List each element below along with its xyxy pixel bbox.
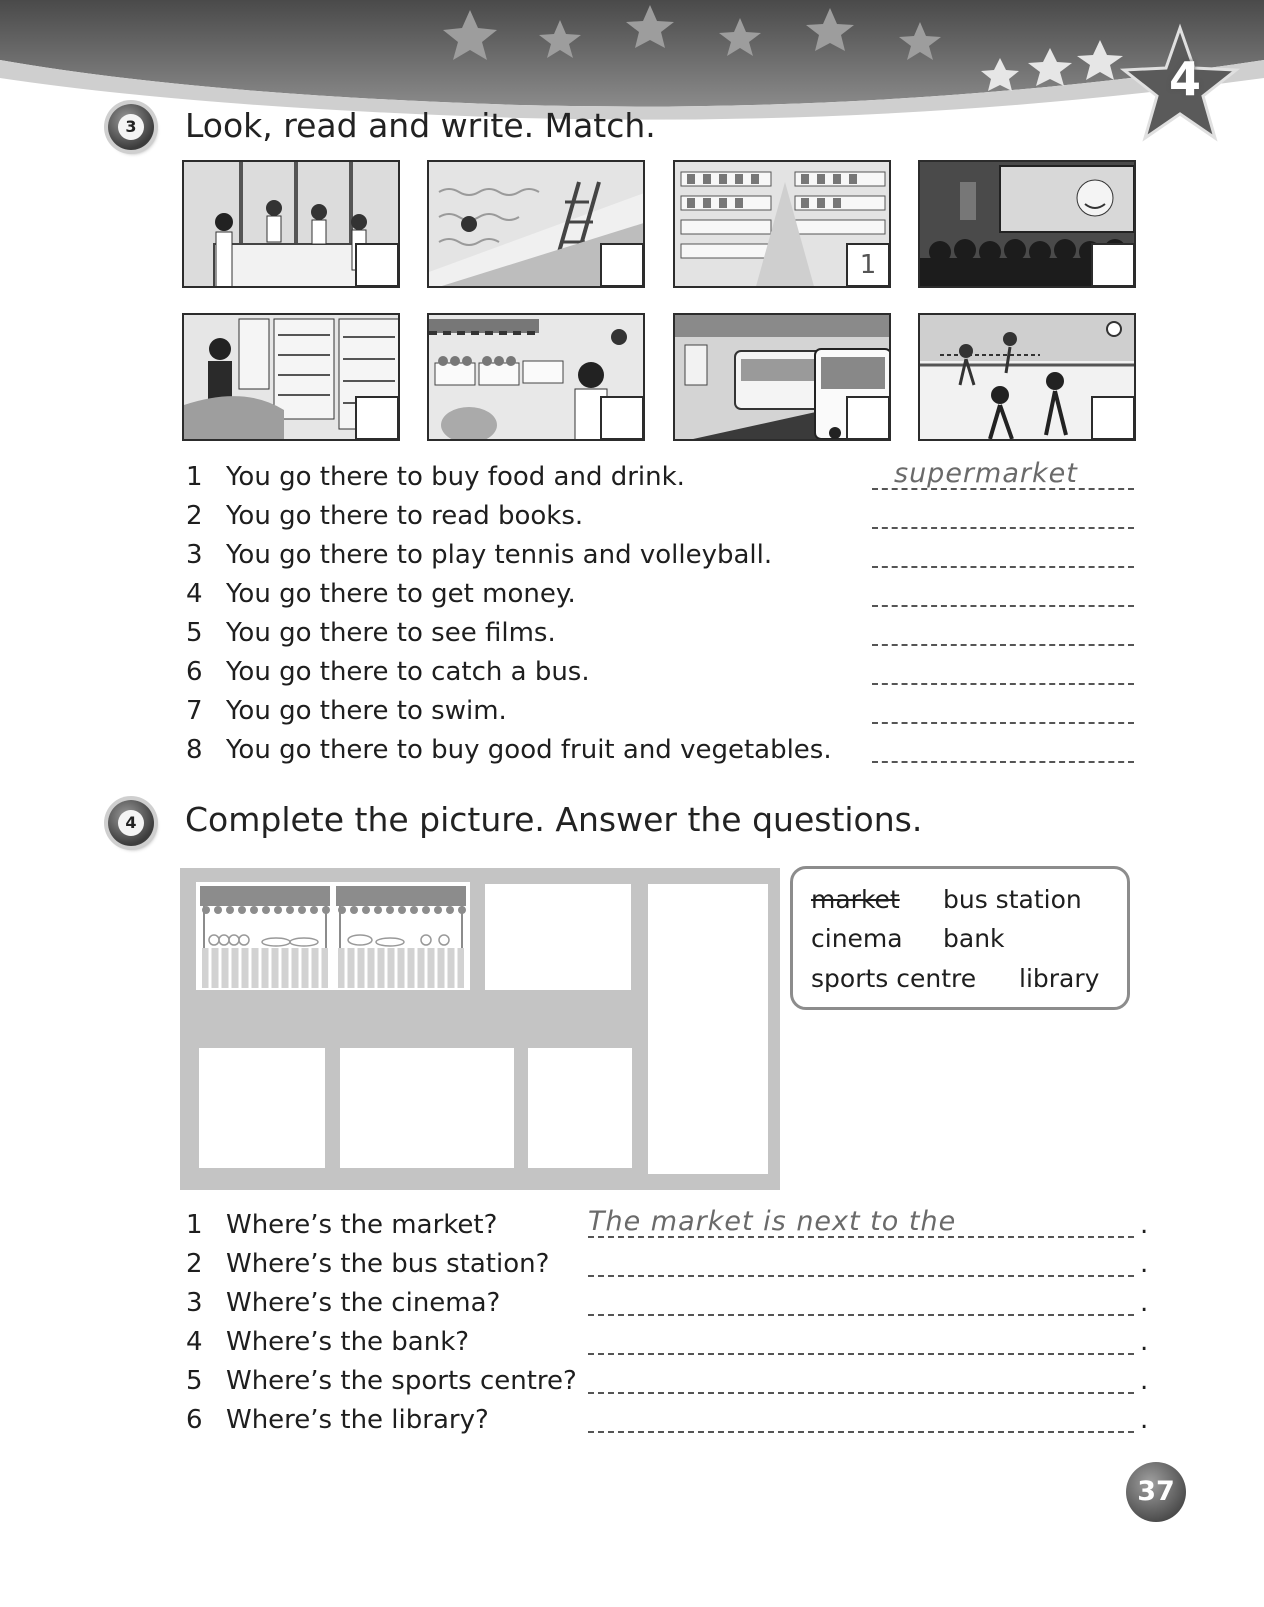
full-stop: .: [1140, 1210, 1149, 1240]
full-stop: .: [1140, 1249, 1149, 1279]
answer-line[interactable]: [588, 1284, 1134, 1316]
answer-line[interactable]: [872, 731, 1134, 763]
map-block-empty[interactable]: [528, 1048, 632, 1168]
market-stalls-icon: [196, 882, 470, 990]
word-box: [790, 866, 1130, 1010]
map-block-empty[interactable]: [485, 884, 631, 990]
answer-line[interactable]: [872, 575, 1134, 607]
full-stop: .: [1140, 1366, 1149, 1396]
answer-line[interactable]: [872, 692, 1134, 724]
exercise-3-instruction: Look, read and write. Match.: [185, 106, 656, 145]
picture-answer-box[interactable]: 1: [846, 243, 890, 287]
picture-sports-centre: [918, 313, 1136, 441]
unit-number: 4: [1168, 52, 1201, 106]
picture-answer-box[interactable]: [600, 396, 644, 440]
picture-answer-box[interactable]: [1091, 243, 1135, 287]
picture-market: [427, 313, 645, 441]
map-block-empty[interactable]: [199, 1048, 325, 1168]
full-stop: .: [1140, 1327, 1149, 1357]
exercise-3-badge: 3: [108, 104, 154, 150]
answer-line[interactable]: supermarket: [872, 458, 1134, 490]
picture-answer-box[interactable]: [355, 396, 399, 440]
exercise-4-badge: 4: [108, 800, 154, 846]
map-block-market: [196, 882, 470, 990]
picture-answer-box[interactable]: [1091, 396, 1135, 440]
picture-library: [182, 313, 400, 441]
word-sports-centre: sports centre: [811, 964, 977, 993]
map-block-empty[interactable]: [340, 1048, 514, 1168]
town-map: [180, 868, 780, 1190]
picture-bank: [182, 160, 400, 288]
page-number: 37: [1126, 1462, 1186, 1522]
answer-line[interactable]: [872, 653, 1134, 685]
word-bus-station: bus station: [943, 885, 1082, 914]
answer-line[interactable]: [588, 1323, 1134, 1355]
picture-supermarket: [673, 160, 891, 288]
map-block-empty[interactable]: [648, 884, 768, 1174]
answer-line[interactable]: [588, 1401, 1134, 1433]
picture-swimming-pool: [427, 160, 645, 288]
answer-line[interactable]: [588, 1362, 1134, 1394]
exercise-4-instruction: Complete the picture. Answer the questions.: [185, 800, 923, 839]
word-library: library: [1019, 964, 1100, 993]
full-stop: .: [1140, 1405, 1149, 1435]
answer-line[interactable]: [588, 1245, 1134, 1277]
picture-answer-box[interactable]: [846, 396, 890, 440]
picture-cinema: [918, 160, 1136, 288]
answer-line[interactable]: [872, 614, 1134, 646]
word-market-crossed: market: [811, 885, 900, 914]
picture-answer-box[interactable]: [600, 243, 644, 287]
answer-line[interactable]: [872, 536, 1134, 568]
answer-line[interactable]: [872, 497, 1134, 529]
full-stop: .: [1140, 1288, 1149, 1318]
word-cinema: cinema: [811, 924, 903, 953]
answer-line[interactable]: The market is next to the: [588, 1206, 1134, 1238]
picture-answer-box[interactable]: [355, 243, 399, 287]
word-bank: bank: [943, 924, 1005, 953]
picture-bus-station: [673, 313, 891, 441]
